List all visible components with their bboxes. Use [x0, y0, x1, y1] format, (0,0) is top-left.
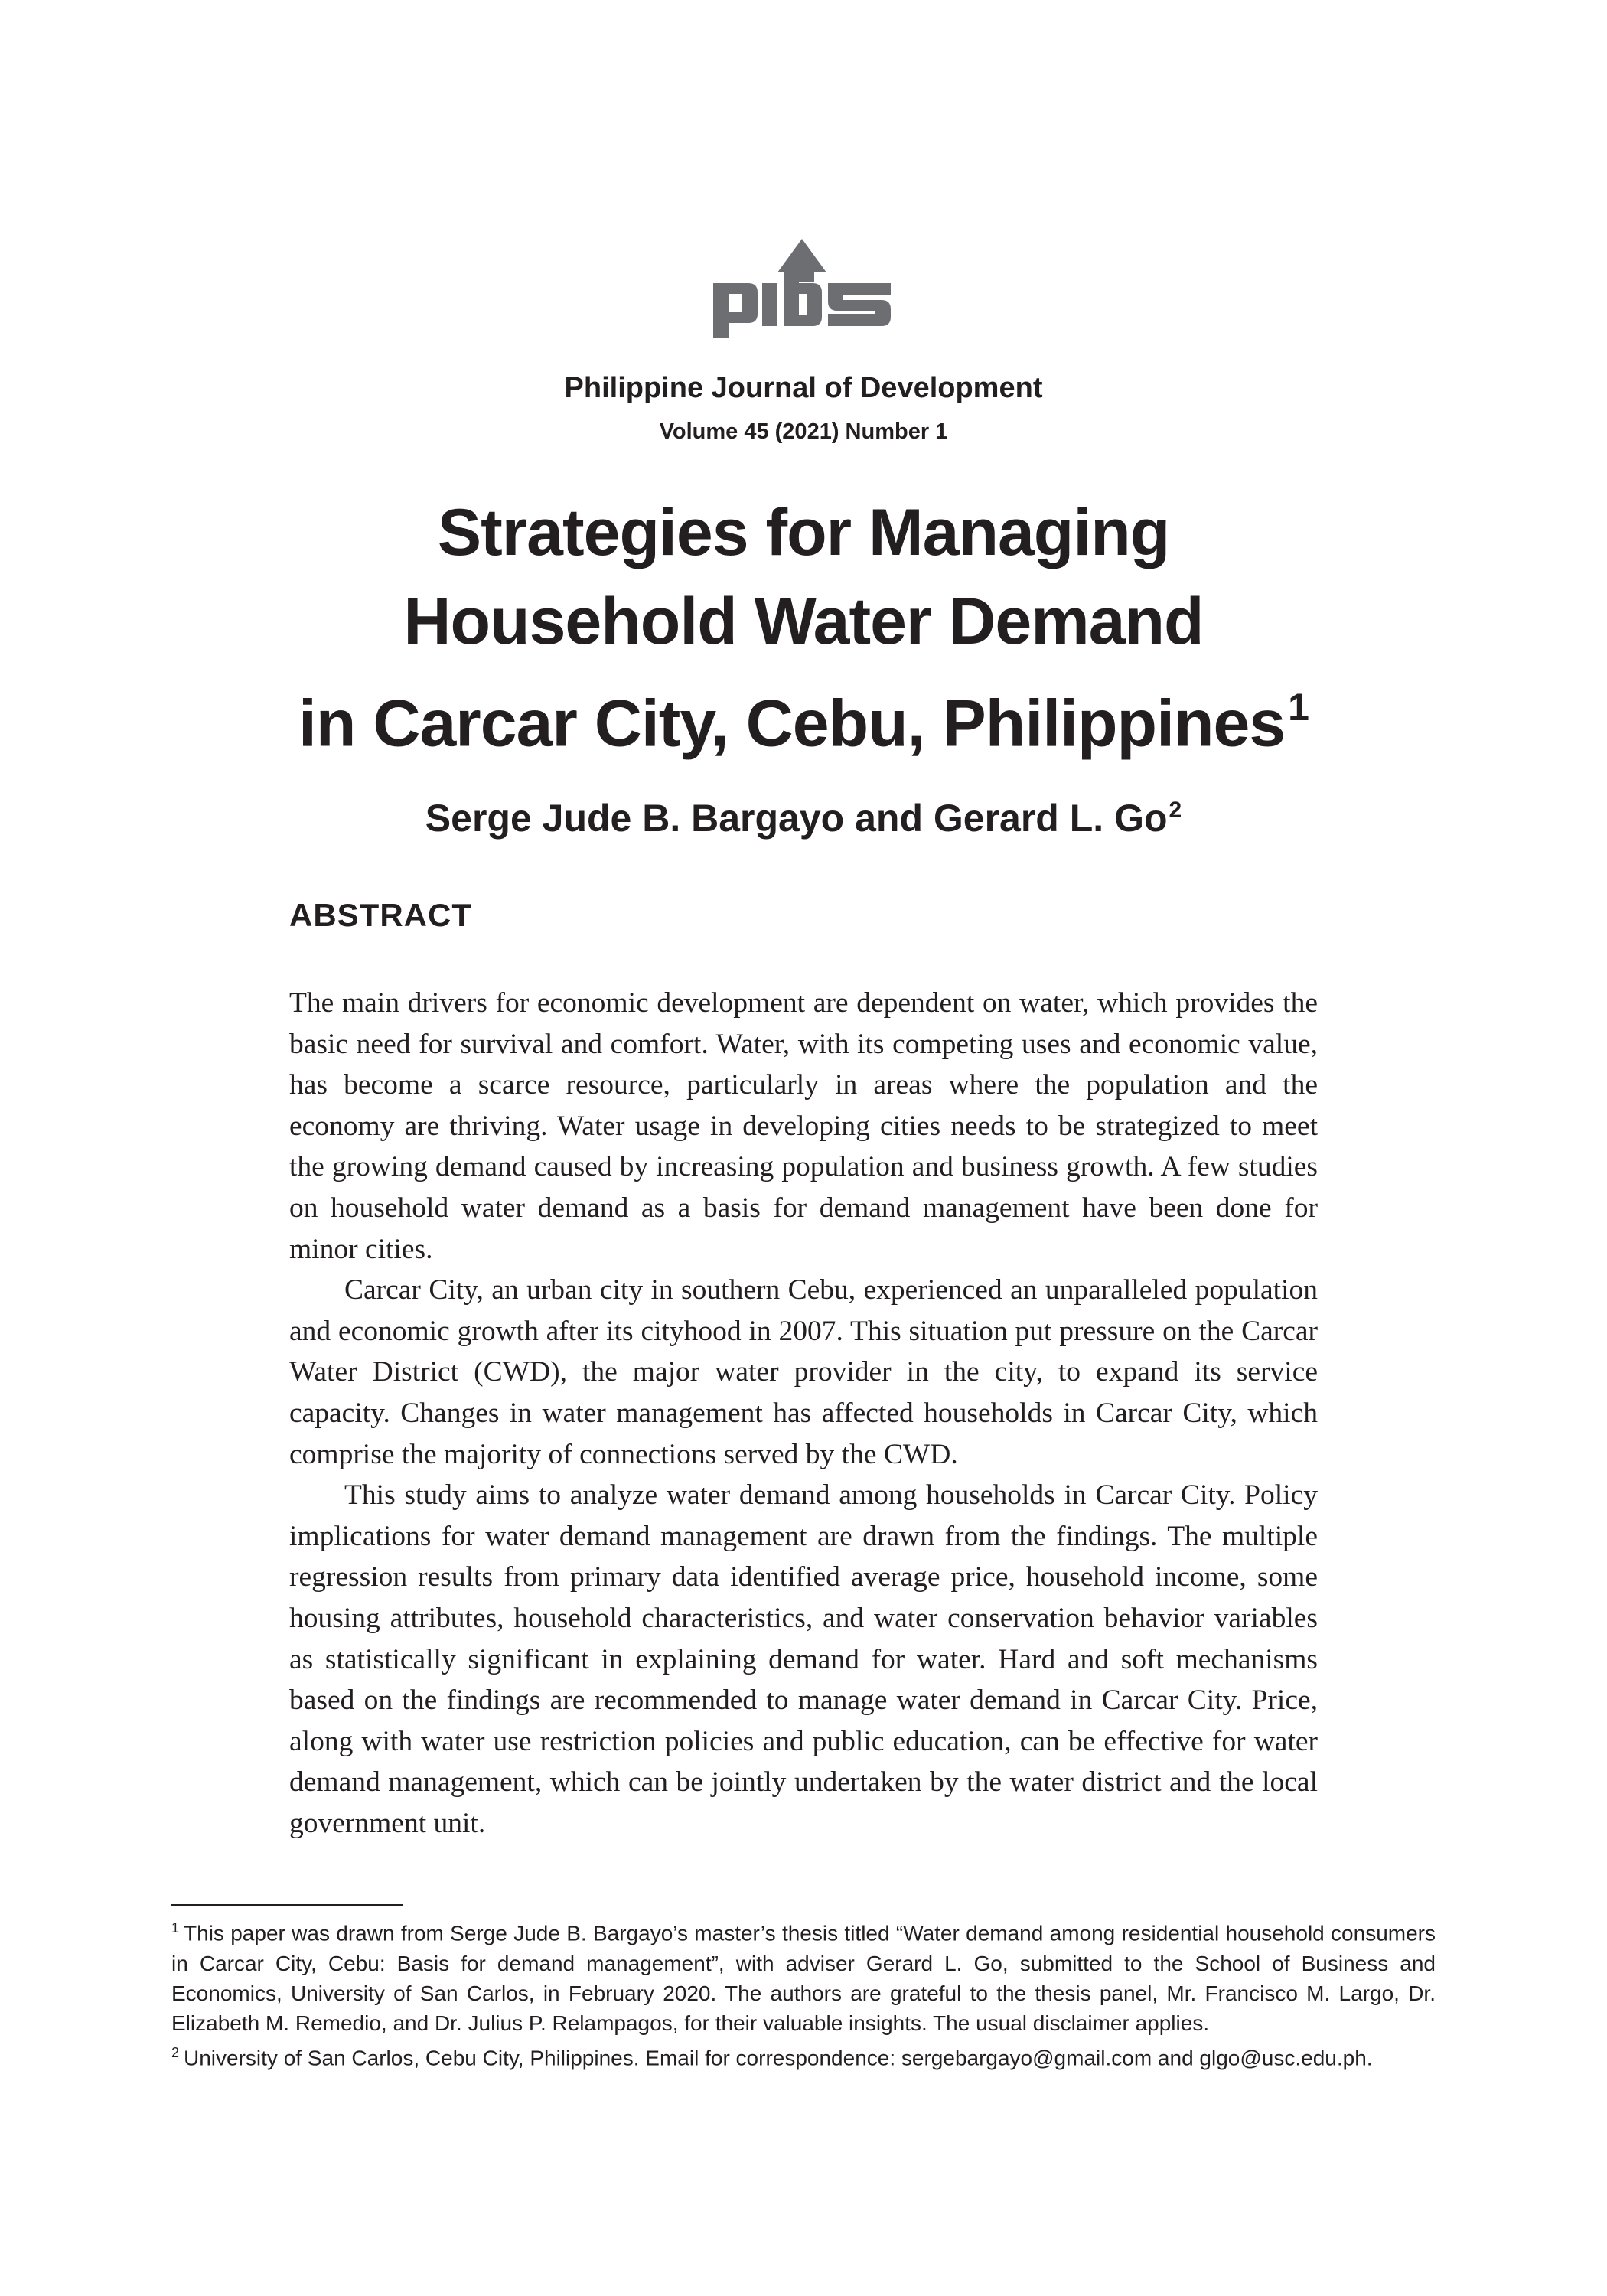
footnote-divider	[171, 1904, 403, 1906]
journal-name: Philippine Journal of Development	[564, 372, 1043, 404]
title-line-2: Household Water Demand	[403, 585, 1204, 658]
abstract-heading: ABSTRACT	[289, 897, 472, 933]
footnotes	[171, 1913, 1436, 2073]
footnote-1	[171, 1913, 1436, 2038]
journal-issue: Volume 45 (2021) Number 1	[659, 419, 948, 444]
paper-title	[153, 488, 1454, 768]
footnote-1-text: This paper was drawn from Serge Jude B. Bargayo’s master’s thesis titled “Water demand among residential household consumers in Carcar City, Cebu: Basis for demand management”, with adviser Gerard L. Go, submitted to the School of Business and Economics, University of San Carlos, in February 2020. The authors are grateful to the thesis panel, Mr. Francisco M. Largo, Dr. Elizabeth M. Remedio, and Dr. Julius P. Relampagos, for their valuable insights. The usual disclaimer applies.	[171, 1921, 1436, 2035]
authors-footnote-mark[interactable]: 2	[1169, 797, 1182, 823]
footnote-2-text: University of San Carlos, Cebu City, Philippines. Email for correspondence: sergebargayo@gmail.com and glgo@usc.edu.ph.	[184, 2046, 1373, 2070]
footnote-1-mark: 1	[171, 1920, 180, 1936]
title-footnote-mark[interactable]: 1	[1288, 686, 1309, 729]
authors	[0, 796, 1607, 840]
pids-logo	[713, 239, 891, 338]
footnote-2-mark: 2	[171, 2045, 180, 2061]
title-line-1: Strategies for Managing	[437, 496, 1170, 569]
footnote-2	[171, 2038, 1436, 2073]
pids-logo-mark	[713, 239, 891, 338]
abstract-paragraph-1: The main drivers for economic development are dependent on water, which provides the basic need for survival and comfort. Water, with its competing uses and economic value, has become a scarce resource, particularly in areas where the population and the economy are thriving. Water usage in developing cities needs to be strategized to meet the growing demand caused by increasing population and business growth. A few studies on household water demand as a basis for demand management have been done for minor cities.	[289, 987, 1318, 1265]
title-line-3-text: in Carcar City, Cebu, Philippines	[298, 687, 1286, 761]
authors-text: Serge Jude B. Bargayo and Gerard L. Go	[425, 797, 1168, 840]
abstract-paragraph-3: This study aims to analyze water demand among households in Carcar City. Policy implications for water demand management are drawn from the findings. The multiple regression results from primary data identified average price, household income, some housing attributes, household characteristics, and water conservation behavior variables as statistically significant in explaining demand for water. Hard and soft mechanisms based on the findings are recommended to manage water demand in Carcar City. Price, along with water use restriction policies and public education, can be effective for water demand management, which can be jointly undertaken by the water district and the local government unit.	[289, 1479, 1318, 1839]
abstract-paragraph-2: Carcar City, an urban city in southern Cebu, experienced an unparalleled population and economic growth after its cityhood in 2007. This situation put pressure on the Carcar Water District (CWD), the major water provider in the city, to expand its service capacity. Changes in water management has affected households in Carcar City, which comprise the majority of connections served by the CWD.	[289, 1274, 1318, 1470]
title-line-3	[153, 666, 1454, 768]
abstract-body	[289, 983, 1318, 1844]
